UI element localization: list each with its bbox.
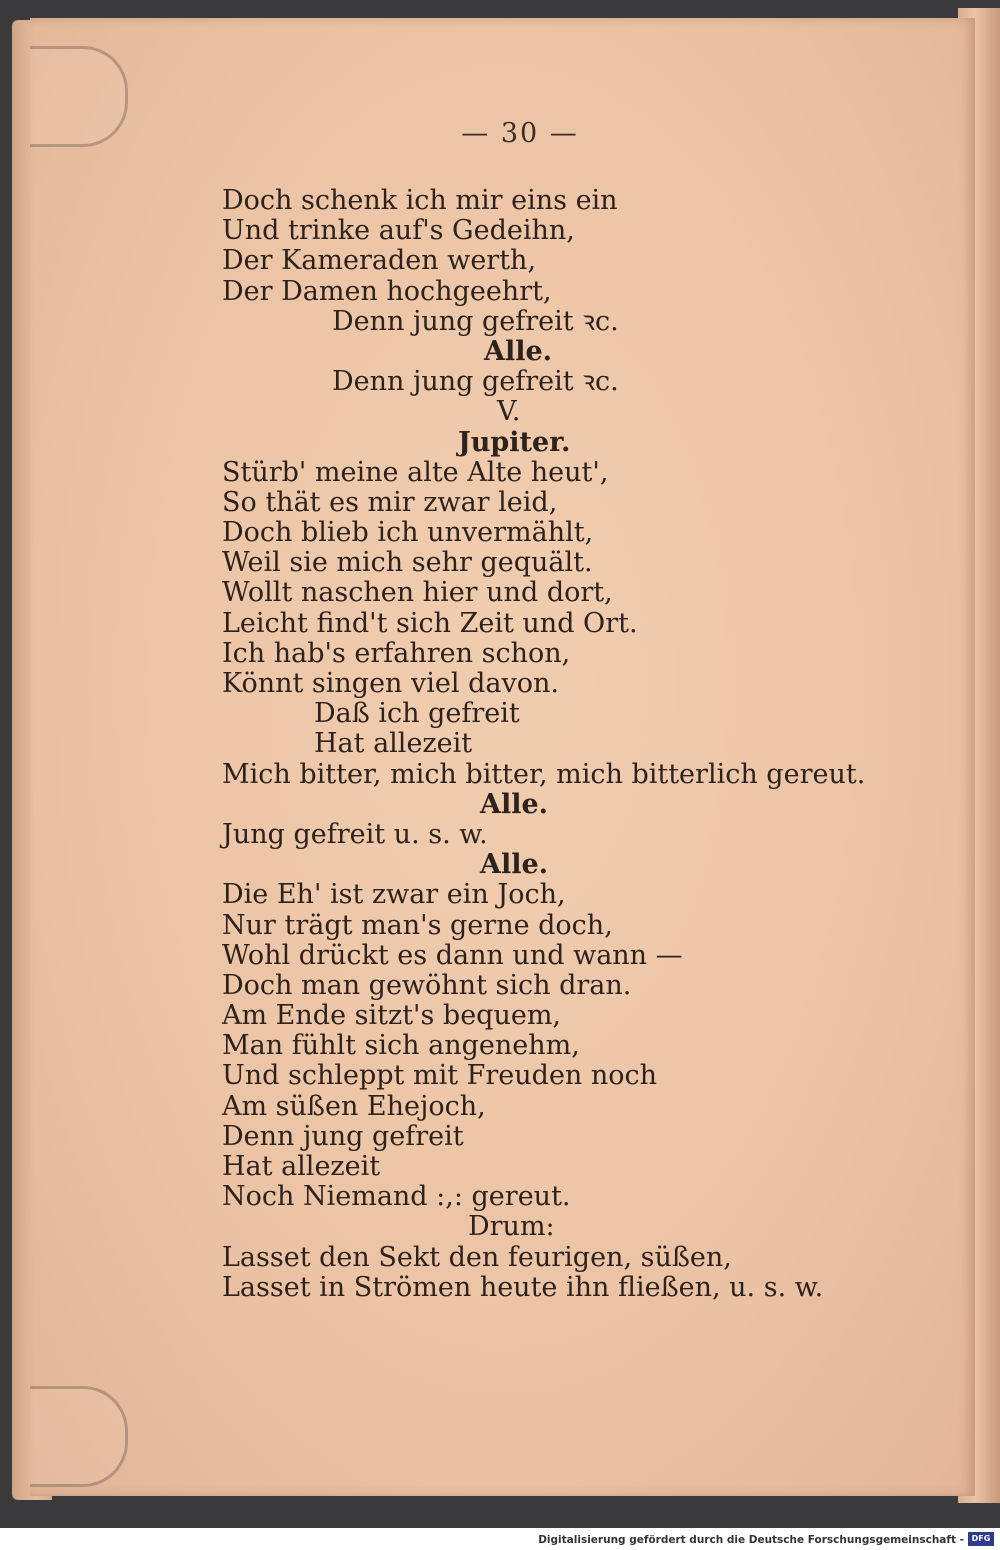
verse-line: Lasset in Strömen heute ihn fließen, u. s. w.	[222, 1271, 824, 1303]
verse-line: Und schleppt mit Freuden noch	[222, 1060, 658, 1092]
verse-line: Hat allezeit	[222, 1151, 381, 1182]
verse-line: Der Kameraden werth,	[222, 245, 537, 277]
verse-line: Denn jung gefreit ꝛc.	[332, 366, 619, 398]
verse-line: Nur trägt man's gerne doch,	[222, 909, 613, 941]
verse-line: Hat allezeit	[314, 728, 473, 760]
page-clip-bottom	[30, 1386, 128, 1487]
verse-line: Wollt naschen hier und dort,	[222, 577, 613, 609]
verse-line: Drum:	[468, 1211, 555, 1243]
page-number: — 30 —	[461, 118, 579, 149]
footer-bar	[0, 1528, 1000, 1550]
verse-line: V.	[497, 396, 521, 428]
verse-line: Am Ende sitzt's bequem,	[222, 1000, 562, 1032]
verse-line: Doch blieb ich unvermählt,	[222, 517, 594, 549]
verse-line: Leicht find't sich Zeit und Ort.	[222, 607, 638, 639]
speaker-heading: Alle.	[484, 335, 553, 367]
verse-line: Der Damen hochgeehrt,	[222, 275, 552, 307]
verse-line: Man fühlt sich angenehm,	[222, 1030, 580, 1062]
verse-line: Weil sie mich sehr gequält.	[222, 547, 593, 579]
poem-text	[222, 185, 866, 1303]
verse-line: Denn jung gefreit	[222, 1120, 464, 1152]
verse-line: Ich hab's erfahren schon,	[222, 637, 571, 669]
verse-line: Am süßen Ehejoch,	[222, 1090, 486, 1122]
verse-line: So thät es mir zwar leid,	[222, 486, 558, 518]
verse-line: Und trinke auf's Gedeihn,	[222, 215, 575, 247]
verse-line: Jung gefreit u. s. w.	[222, 818, 488, 850]
verse-line: Könnt singen viel davon.	[222, 668, 559, 699]
verse-line: Noch Niemand :,: gereut.	[222, 1181, 571, 1213]
verse-line: Denn jung gefreit ꝛc.	[332, 305, 619, 337]
verse-line: Wohl drückt es dann und wann —	[222, 939, 683, 971]
verse-line: Mich bitter, mich bitter, mich bitterlich gereut.	[222, 758, 866, 790]
verse-line: Stürb' meine alte Alte heut',	[222, 456, 609, 488]
verse-line: Doch schenk ich mir eins ein	[222, 185, 618, 216]
verse-line: Doch man gewöhnt sich dran.	[222, 969, 632, 1001]
speaker-heading: Alle.	[480, 849, 549, 881]
speaker-heading: Alle.	[480, 788, 549, 820]
funding-credit: Digitalisierung gefördert durch die Deutsche Forschungsgemeinschaft -	[538, 1534, 964, 1546]
verse-line: Daß ich gefreit	[314, 698, 520, 730]
verse-line: Die Eh' ist zwar ein Joch,	[222, 879, 566, 911]
verse-line: Lasset den Sekt den feurigen, süßen,	[222, 1241, 732, 1273]
dfg-logo-icon: DFG	[968, 1532, 994, 1546]
page-clip-top	[30, 46, 128, 147]
speaker-heading: Jupiter.	[458, 426, 571, 458]
